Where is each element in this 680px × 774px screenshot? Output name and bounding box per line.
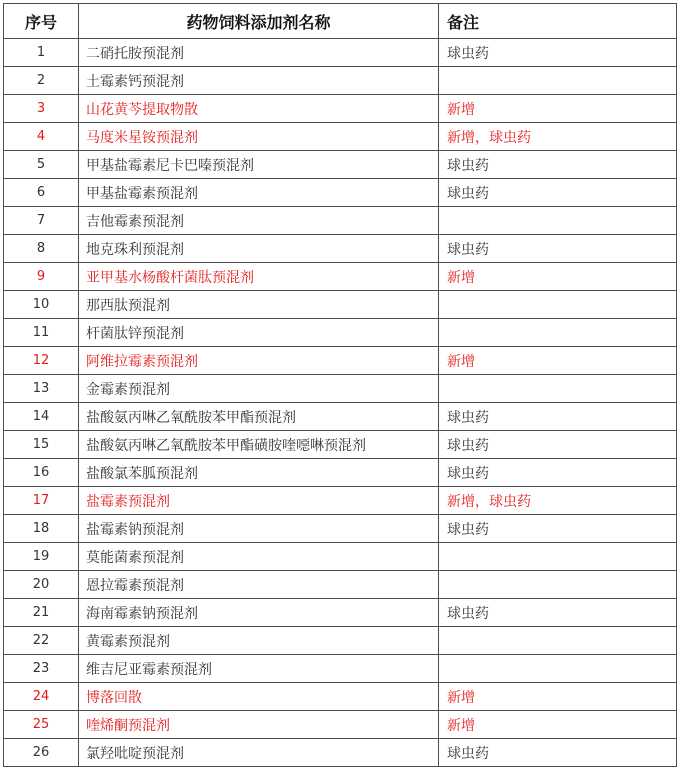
- table-row: [4, 179, 677, 207]
- additive-name-cell: 盐霉素预混剂: [79, 487, 439, 515]
- header-serial-number: 序号: [4, 4, 79, 39]
- remarks-cell: 新增: [439, 263, 677, 291]
- remarks-cell: 新增: [439, 683, 677, 711]
- additive-name-cell: 那西肽预混剂: [79, 291, 439, 319]
- remarks-cell: [439, 627, 677, 655]
- additive-name-cell: 黄霉素预混剂: [79, 627, 439, 655]
- serial-number-cell: 25: [4, 711, 79, 739]
- table-row: [4, 571, 677, 599]
- remarks-cell: [439, 67, 677, 95]
- serial-number-cell: 21: [4, 599, 79, 627]
- serial-number-cell: 12: [4, 347, 79, 375]
- additive-name-cell: 甲基盐霉素尼卡巴嗪预混剂: [79, 151, 439, 179]
- table-body: [4, 39, 677, 767]
- remarks-cell: [439, 543, 677, 571]
- table-row: [4, 151, 677, 179]
- remarks-cell: [439, 291, 677, 319]
- additive-name-cell: 维吉尼亚霉素预混剂: [79, 655, 439, 683]
- additive-name-cell: 海南霉素钠预混剂: [79, 599, 439, 627]
- remarks-cell: 球虫药: [439, 235, 677, 263]
- remarks-cell: [439, 207, 677, 235]
- remarks-cell: [439, 571, 677, 599]
- serial-number-cell: 5: [4, 151, 79, 179]
- remarks-cell: [439, 655, 677, 683]
- serial-number-cell: 26: [4, 739, 79, 767]
- remarks-cell: 球虫药: [439, 403, 677, 431]
- additive-name-cell: 亚甲基水杨酸杆菌肽预混剂: [79, 263, 439, 291]
- table-row: [4, 487, 677, 515]
- additive-name-cell: 杆菌肽锌预混剂: [79, 319, 439, 347]
- serial-number-cell: 22: [4, 627, 79, 655]
- table-row: [4, 403, 677, 431]
- table-row: [4, 655, 677, 683]
- serial-number-cell: 1: [4, 39, 79, 67]
- table-row: [4, 683, 677, 711]
- additive-name-cell: 莫能菌素预混剂: [79, 543, 439, 571]
- serial-number-cell: 3: [4, 95, 79, 123]
- table-row: [4, 263, 677, 291]
- serial-number-cell: 6: [4, 179, 79, 207]
- additive-name-cell: 山花黄芩提取物散: [79, 95, 439, 123]
- additive-name-cell: 恩拉霉素预混剂: [79, 571, 439, 599]
- remarks-cell: 新增: [439, 347, 677, 375]
- additive-name-cell: 吉他霉素预混剂: [79, 207, 439, 235]
- table-row: [4, 67, 677, 95]
- additive-name-cell: 金霉素预混剂: [79, 375, 439, 403]
- table-row: [4, 319, 677, 347]
- serial-number-cell: 9: [4, 263, 79, 291]
- additive-name-cell: 二硝托胺预混剂: [79, 39, 439, 67]
- additive-name-cell: 盐酸氨丙啉乙氧酰胺苯甲酯磺胺喹噁啉预混剂: [79, 431, 439, 459]
- serial-number-cell: 17: [4, 487, 79, 515]
- table-row: [4, 459, 677, 487]
- additive-name-cell: 阿维拉霉素预混剂: [79, 347, 439, 375]
- serial-number-cell: 7: [4, 207, 79, 235]
- additive-name-cell: 土霉素钙预混剂: [79, 67, 439, 95]
- table-row: [4, 515, 677, 543]
- serial-number-cell: 19: [4, 543, 79, 571]
- table-header-row: [4, 4, 677, 39]
- remarks-cell: 球虫药: [439, 39, 677, 67]
- remarks-cell: 球虫药: [439, 515, 677, 543]
- table-row: [4, 711, 677, 739]
- remarks-cell: 新增，球虫药: [439, 487, 677, 515]
- remarks-cell: 新增: [439, 711, 677, 739]
- remarks-cell: 新增: [439, 95, 677, 123]
- remarks-cell: [439, 375, 677, 403]
- remarks-cell: 球虫药: [439, 739, 677, 767]
- table-row: [4, 347, 677, 375]
- serial-number-cell: 24: [4, 683, 79, 711]
- additive-name-cell: 氯羟吡啶预混剂: [79, 739, 439, 767]
- table-row: [4, 375, 677, 403]
- additive-name-cell: 喹烯酮预混剂: [79, 711, 439, 739]
- remarks-cell: 球虫药: [439, 179, 677, 207]
- remarks-cell: 球虫药: [439, 151, 677, 179]
- remarks-cell: 球虫药: [439, 599, 677, 627]
- remarks-cell: 球虫药: [439, 431, 677, 459]
- table-row: [4, 95, 677, 123]
- header-remarks: 备注: [439, 4, 677, 39]
- table-row: [4, 291, 677, 319]
- table-row: [4, 123, 677, 151]
- serial-number-cell: 16: [4, 459, 79, 487]
- additive-name-cell: 盐酸氯苯胍预混剂: [79, 459, 439, 487]
- additive-name-cell: 盐酸氨丙啉乙氧酰胺苯甲酯预混剂: [79, 403, 439, 431]
- serial-number-cell: 14: [4, 403, 79, 431]
- remarks-cell: [439, 319, 677, 347]
- additive-name-cell: 马度米星铵预混剂: [79, 123, 439, 151]
- serial-number-cell: 13: [4, 375, 79, 403]
- additive-name-cell: 盐霉素钠预混剂: [79, 515, 439, 543]
- header-additive-name: 药物饲料添加剂名称: [79, 4, 439, 39]
- serial-number-cell: 2: [4, 67, 79, 95]
- serial-number-cell: 18: [4, 515, 79, 543]
- table-row: [4, 739, 677, 767]
- table-row: [4, 207, 677, 235]
- remarks-cell: 球虫药: [439, 459, 677, 487]
- table-row: [4, 599, 677, 627]
- table-row: [4, 627, 677, 655]
- feed-additive-table: [3, 3, 677, 767]
- table-row: [4, 39, 677, 67]
- serial-number-cell: 20: [4, 571, 79, 599]
- remarks-cell: 新增，球虫药: [439, 123, 677, 151]
- serial-number-cell: 10: [4, 291, 79, 319]
- additive-name-cell: 地克珠利预混剂: [79, 235, 439, 263]
- serial-number-cell: 4: [4, 123, 79, 151]
- table-row: [4, 543, 677, 571]
- serial-number-cell: 8: [4, 235, 79, 263]
- serial-number-cell: 15: [4, 431, 79, 459]
- serial-number-cell: 23: [4, 655, 79, 683]
- additive-name-cell: 甲基盐霉素预混剂: [79, 179, 439, 207]
- table-row: [4, 235, 677, 263]
- table-row: [4, 431, 677, 459]
- serial-number-cell: 11: [4, 319, 79, 347]
- additive-name-cell: 博落回散: [79, 683, 439, 711]
